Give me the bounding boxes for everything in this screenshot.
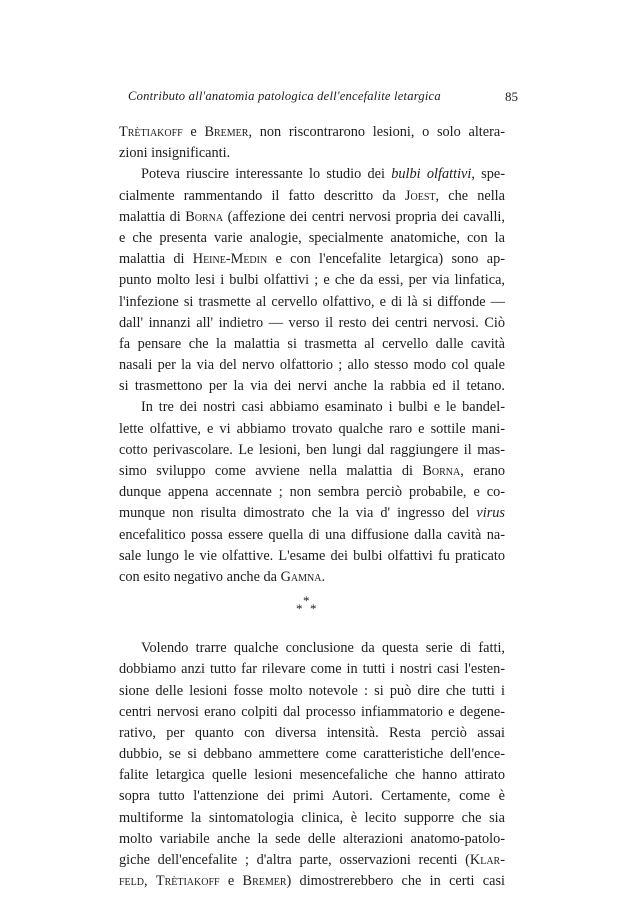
text-line: molto variabile anche la sede delle alterazioni anatomo-patolo-	[119, 830, 505, 847]
body-text	[119, 122, 505, 892]
text-line: Poteva riuscire interessante lo studio dei bulbi olfattivi, spe-	[141, 166, 505, 183]
text-line: simo sviluppo come avviene nella malattia di Borna, erano	[119, 463, 505, 479]
emphasis: virus	[476, 505, 505, 522]
text-line: sopra tutto l'attenzione dei primi Autori. Certamente, come è	[119, 788, 505, 805]
text-line: feld, Trètiakoff e Bremer) dimostrerebbero che in certi casi	[119, 873, 505, 890]
paragraph-2	[119, 164, 505, 397]
paragraph-4	[119, 638, 505, 892]
text-line: dobbiamo anzi tutto far rilevare come in tutti i nostri casi l'esten-	[119, 661, 505, 678]
emphasis: bulbi olfattivi	[391, 166, 472, 183]
text-line: In tre dei nostri casi abbiamo esaminato i bulbi e le bandel-	[141, 399, 505, 416]
text-line: fa pensare che la malattia si trasmetta al cervello dalle cavità	[119, 335, 505, 352]
author-name: Klar-	[469, 852, 505, 868]
text-line: sione delle lesioni fosse molto notevole : si può dire che tutti i	[119, 682, 505, 699]
author-name: Joest	[404, 187, 436, 204]
text-line: rativo, per quanto con diversa intensità. Resta perciò assai	[119, 724, 505, 741]
asterisk: *	[296, 601, 303, 617]
text-line: e che presenta varie analogie, specialmente anatomiche, con la	[119, 229, 505, 246]
text-line: punto molto lesi i bulbi olfattivi ; e che da essi, per via linfatica,	[119, 272, 505, 289]
text-line: sale lungo le vie olfattive. L'esame dei bulbi olfattivi fu praticato	[119, 547, 505, 564]
text-line: multiforme la sintomatologia clinica, è lecito supporre che sia	[119, 809, 505, 826]
text-line: dubbio, se si debbano ammettere come caratteristiche dell'ence-	[119, 746, 505, 763]
text-line: lette olfattive, e vi abbiamo trovato qualche raro e sottile mani-	[119, 420, 505, 437]
section-break	[119, 588, 505, 638]
text-line: malattia di Borna (affezione dei centri nervosi propria dei cavalli,	[119, 208, 505, 225]
asterism	[293, 593, 323, 617]
text-line: dall' innanzi all' indietro — verso il resto dei centri nervosi. Ciò	[119, 314, 505, 331]
page-header	[128, 89, 518, 109]
asterisk: *	[310, 601, 317, 617]
text-line: Trètiakoff e Bremer, non riscontrarono lesioni, o solo altera-	[119, 124, 505, 140]
text-line: cialmente rammentando il fatto descritto da Joest, che nella	[119, 187, 505, 204]
asterisk: *	[303, 593, 310, 609]
text-line: cotto perivascolare. Le lesioni, ben lungi dal raggiungere il mas-	[119, 441, 505, 458]
paragraph-1	[119, 122, 505, 164]
text-line: con esito negativo anche da Gamna.	[119, 568, 326, 585]
page-number: 85	[505, 89, 518, 104]
author-name: Bremer	[204, 124, 249, 140]
text-line: centri nervosi erano colpiti dal processo infiammatorio e degene-	[119, 703, 505, 720]
text-line: encefalitico possa essere quella di una diffusione dalla cavità na-	[119, 526, 505, 543]
disease-name: Borna	[422, 463, 461, 479]
author-name: Trètiakoff	[119, 124, 183, 140]
text-line: malattia di Heine-Medin e con l'encefalite letargica) sono ap-	[119, 251, 505, 268]
text-line: si trasmettono per la via dei nervi anche la rabbia ed il tetano.	[119, 378, 505, 395]
author-name: feld	[119, 873, 144, 890]
text-line: munque non risulta dimostrato che la via d' ingresso del virus	[119, 505, 505, 522]
text-line: zioni insignificanti.	[119, 145, 231, 162]
text-line: Volendo trarre qualche conclusione da questa serie di fatti,	[141, 640, 505, 657]
text-line: nasali per la via del nervo olfattorio ; allo stesso modo col quale	[119, 357, 505, 374]
paragraph-3	[119, 397, 505, 588]
author-name: Bremer	[242, 873, 287, 890]
author-name: Gamna	[280, 568, 322, 585]
text-line: dunque appena accennate ; non sembra perciò probabile, e co-	[119, 484, 505, 501]
running-title: Contributo all'anatomia patologica dell'encefalite letargica	[128, 89, 441, 103]
text-line: giche dell'encefalite ; d'altra parte, osservazioni recenti (Klar-	[119, 852, 505, 868]
text-line: l'infezione si trasmette al cervello olfattivo, e di là si diffonde —	[119, 293, 505, 310]
author-name: Trètiakoff	[155, 873, 220, 890]
disease-name: Heine-Medin	[192, 251, 268, 268]
text-line: falite letargica quelle lesioni mesencefaliche che hanno attirato	[119, 767, 505, 784]
disease-name: Borna	[185, 208, 224, 225]
